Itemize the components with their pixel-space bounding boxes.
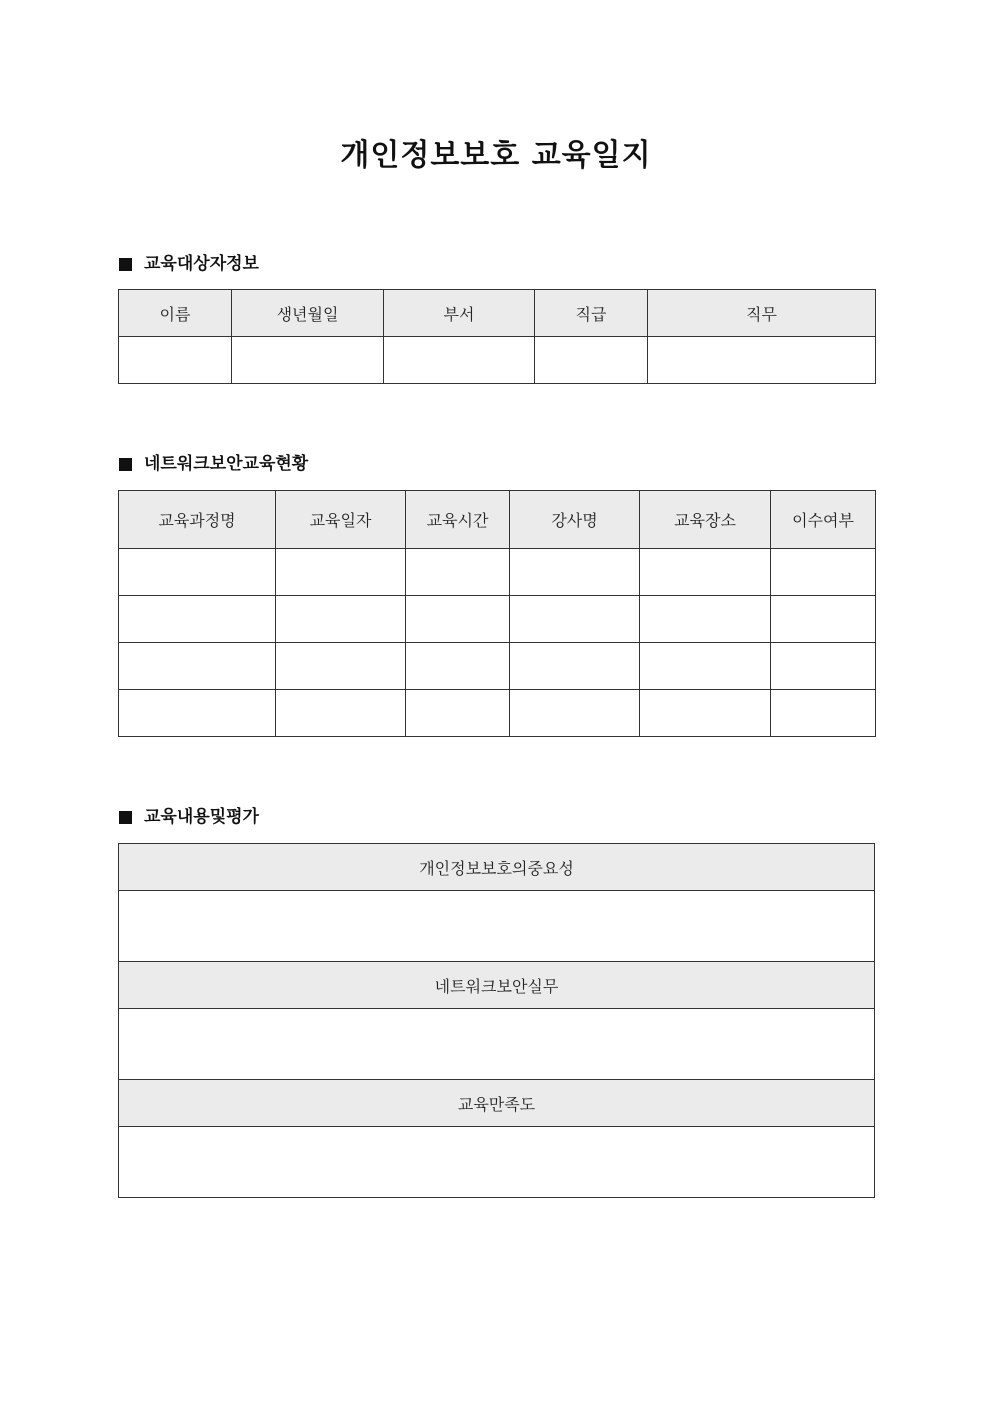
- table-header-row: [119, 1080, 875, 1127]
- cell-training-hours[interactable]: [406, 643, 510, 690]
- trainee-info-table: [118, 289, 876, 384]
- table-header-row: [119, 290, 876, 337]
- cell-location[interactable]: [640, 596, 771, 643]
- header-location: 교육장소: [640, 491, 771, 549]
- cell-privacy-importance[interactable]: [119, 891, 875, 962]
- header-name: 이름: [119, 290, 232, 337]
- cell-completion[interactable]: [771, 549, 876, 596]
- cell-instructor[interactable]: [510, 549, 640, 596]
- cell-rank[interactable]: [535, 337, 648, 384]
- table-row: [119, 1127, 875, 1198]
- table-row: [119, 549, 876, 596]
- table-header-row: [119, 962, 875, 1009]
- cell-training-date[interactable]: [276, 549, 406, 596]
- cell-instructor[interactable]: [510, 596, 640, 643]
- header-network-security-practice: 네트워크보안실무: [119, 962, 875, 1009]
- cell-training-hours[interactable]: [406, 596, 510, 643]
- cell-training-date[interactable]: [276, 690, 406, 737]
- header-birthdate: 생년월일: [232, 290, 384, 337]
- header-rank: 직급: [535, 290, 648, 337]
- section-heading-training-status: [119, 452, 308, 476]
- section-heading-label: 교육대상자정보: [144, 254, 259, 274]
- header-training-hours: 교육시간: [406, 491, 510, 549]
- table-row: [119, 643, 876, 690]
- table-header-row: [119, 491, 876, 549]
- header-completion: 이수여부: [771, 491, 876, 549]
- header-duty: 직무: [648, 290, 876, 337]
- cell-name[interactable]: [119, 337, 232, 384]
- cell-course-name[interactable]: [119, 690, 276, 737]
- cell-course-name[interactable]: [119, 549, 276, 596]
- cell-training-hours[interactable]: [406, 690, 510, 737]
- cell-course-name[interactable]: [119, 596, 276, 643]
- table-row: [119, 1009, 875, 1080]
- section-heading-trainee-info: [119, 252, 259, 276]
- table-row: [119, 891, 875, 962]
- header-course-name: 교육과정명: [119, 491, 276, 549]
- cell-location[interactable]: [640, 549, 771, 596]
- cell-completion[interactable]: [771, 596, 876, 643]
- content-evaluation-table: [118, 843, 875, 1198]
- header-instructor: 강사명: [510, 491, 640, 549]
- cell-completion[interactable]: [771, 643, 876, 690]
- training-status-table: [118, 490, 876, 737]
- cell-location[interactable]: [640, 690, 771, 737]
- black-square-icon: [119, 458, 132, 471]
- header-training-date: 교육일자: [276, 491, 406, 549]
- header-department: 부서: [384, 290, 535, 337]
- cell-training-hours[interactable]: [406, 549, 510, 596]
- table-header-row: [119, 844, 875, 891]
- section-heading-label: 교육내용및평가: [144, 807, 259, 827]
- black-square-icon: [119, 811, 132, 824]
- cell-network-security-practice[interactable]: [119, 1009, 875, 1080]
- cell-training-satisfaction[interactable]: [119, 1127, 875, 1198]
- section-heading-content-evaluation: [119, 805, 259, 829]
- table-row: [119, 690, 876, 737]
- document-title: 개인정보보호 교육일지: [340, 138, 652, 173]
- cell-instructor[interactable]: [510, 643, 640, 690]
- table-row: [119, 596, 876, 643]
- header-training-satisfaction: 교육만족도: [119, 1080, 875, 1127]
- black-square-icon: [119, 258, 132, 271]
- cell-birthdate[interactable]: [232, 337, 384, 384]
- cell-course-name[interactable]: [119, 643, 276, 690]
- cell-duty[interactable]: [648, 337, 876, 384]
- cell-instructor[interactable]: [510, 690, 640, 737]
- cell-training-date[interactable]: [276, 643, 406, 690]
- table-row: [119, 337, 876, 384]
- section-heading-label: 네트워크보안교육현황: [144, 454, 309, 474]
- cell-completion[interactable]: [771, 690, 876, 737]
- header-privacy-importance: 개인정보보호의중요성: [119, 844, 875, 891]
- cell-department[interactable]: [384, 337, 535, 384]
- cell-location[interactable]: [640, 643, 771, 690]
- cell-training-date[interactable]: [276, 596, 406, 643]
